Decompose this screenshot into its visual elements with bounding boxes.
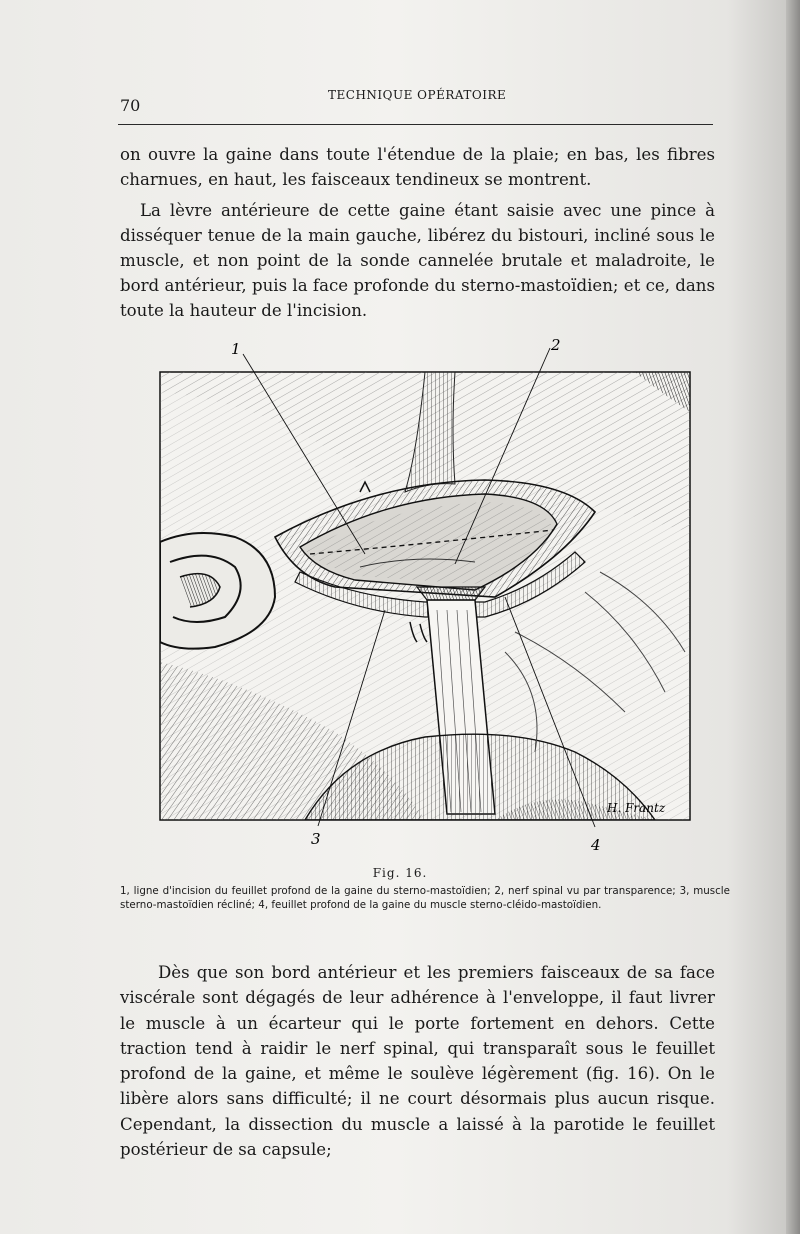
figure-label-3: 3 [311, 830, 321, 848]
figure-label-4: 4 [591, 836, 601, 854]
paragraph-3: Dès que son bord antérieur et les premiers faisceaux de sa face viscérale sont dégagés de leur adhérence à l'enveloppe, il faut livrer le muscle à un écarteur qui le porte fortement en dehors. Cette traction tend à raidir le nerf spinal, qui transparaît sous le feuillet profond de la gaine, et même le soulève légèrement (fig. 16). On le libère alors sans difficulté; il ne court désormais plus aucun risque. Cependant, la dissection du muscle a laissé à la parotide le feuillet postérieur de sa capsule; [120, 963, 715, 1160]
page-edge-shadow [786, 0, 800, 1234]
figure-16 [155, 332, 700, 862]
figure-caption: 1, ligne d'incision du feuillet profond de la gaine du sterno-mastoïdien; 2, nerf spinal vu par transparence; 3, muscle sterno-mastoïdien récliné; 4, feuillet profond de la gaine du muscle sterno-cléido-mastoïdien. [120, 885, 730, 911]
figure-label-1: 1 [231, 340, 241, 358]
paragraph-2: La lèvre antérieure de cette gaine étant saisie avec une pince à disséquer tenue de la main gauche, libérez du bistouri, incliné sous le muscle, et non point de la sonde cannelée brutale et maladroite, le bord antérieur, puis la face profonde du sterno-mastoïdien; et ce, dans toute la hauteur de l'incision. [120, 201, 715, 320]
running-title: TECHNIQUE OPÉRATOIRE [328, 88, 507, 102]
paragraph-1: on ouvre la gaine dans toute l'étendue de la plaie; en bas, les fibres charnues, en haut, les faisceaux tendineux se montrent. [120, 145, 715, 189]
figure-label-2: 2 [551, 336, 561, 354]
header-rule [118, 124, 713, 125]
figure-title: Fig. 16. [372, 866, 428, 880]
page-number: 70 [120, 96, 141, 115]
page-header [118, 86, 713, 116]
artist-signature: H. Frantz [607, 801, 666, 815]
surgical-illustration [155, 332, 700, 862]
